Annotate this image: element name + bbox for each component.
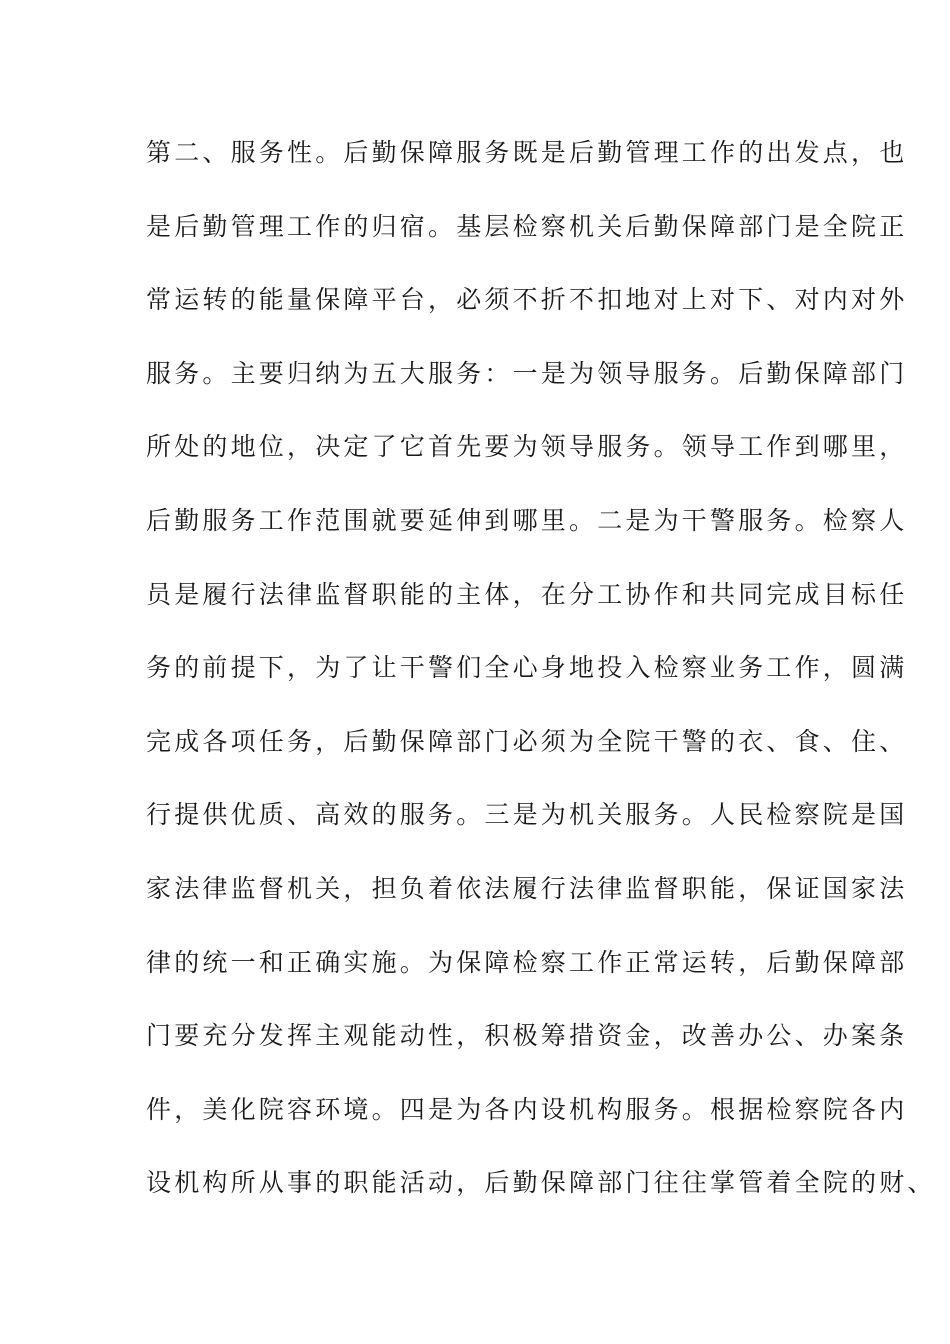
text-line: 完成各项任务，后勤保障部门必须为全院干警的衣、食、住、: [146, 726, 908, 756]
body-text: [146, 132, 936, 1236]
text-line: 律的统一和正确实施。为保障检察工作正常运转，后勤保障部: [146, 947, 908, 977]
text-line: 所处的地位，决定了它首先要为领导服务。领导工作到哪里，: [146, 432, 908, 462]
text-line: 第二、服务性。后勤保障服务既是后勤管理工作的出发点，也: [146, 138, 908, 167]
text-line: 家法律监督机关，担负着依法履行法律监督职能，保证国家法: [146, 873, 908, 903]
text-line: 后勤服务工作范围就要延伸到哪里。二是为干警服务。检察人: [146, 505, 908, 535]
text-line: 务的前提下，为了让干警们全心身地投入检察业务工作，圆满: [146, 653, 908, 683]
text-line: 服务。主要归纳为五大服务：一是为领导服务。后勤保障部门: [146, 358, 908, 388]
text-line: 设机构所从事的职能活动，后勤保障部门往往掌管着全院的财、: [146, 1168, 936, 1198]
text-line: 件，美化院容环境。四是为各内设机构服务。根据检察院各内: [146, 1094, 908, 1124]
text-line: 员是履行法律监督职能的主体，在分工协作和共同完成目标任: [146, 579, 908, 609]
text-line: 门要充分发挥主观能动性，积极筹措资金，改善办公、办案条: [146, 1021, 908, 1051]
text-line: 行提供优质、高效的服务。三是为机关服务。人民检察院是国: [146, 800, 908, 830]
text-line: 是后勤管理工作的归宿。基层检察机关后勤保障部门是全院正: [146, 211, 908, 241]
text-line: 常运转的能量保障平台，必须不折不扣地对上对下、对内对外: [146, 285, 908, 315]
